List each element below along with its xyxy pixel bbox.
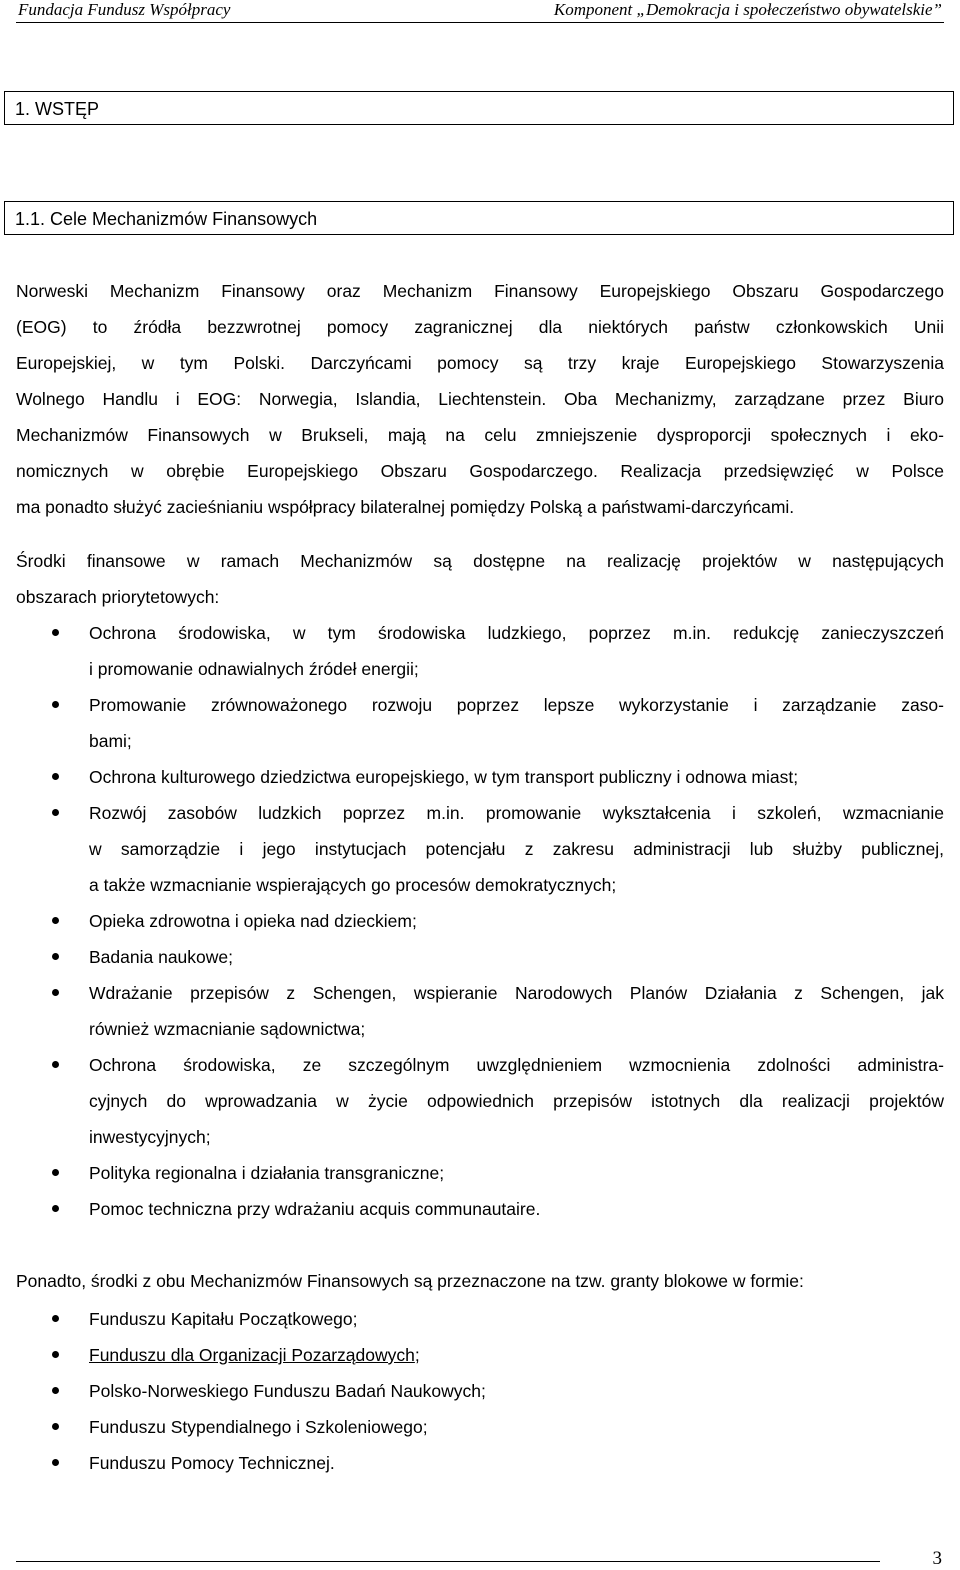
list-item [16, 1301, 944, 1337]
list-item-line: a także wzmacnianie wspierających go procesów demokratycznych; [89, 875, 617, 895]
paragraph-line: ma ponadto służyć zacieśnianiu współpracy bilateralnej pomiędzy Polską a państwami-darczyńcami. [16, 497, 795, 517]
list-item-line: bami; [89, 731, 132, 751]
paragraph-line: Norweski Mechanizm Finansowy oraz Mechanizm Finansowy Europejskiego Obszaru Gospodarczego [16, 281, 944, 301]
block-grants-intro-text: Ponadto, środki z obu Mechanizmów Finansowych są przeznaczone na tzw. granty blokowe w formie: [16, 1271, 804, 1291]
bullet-icon [52, 953, 59, 960]
paragraph-line: Mechanizmów Finansowych w Brukseli, mają na celu zmniejszenie dysproporcji społecznych i eko- [16, 425, 944, 445]
bullet-icon [52, 1351, 59, 1358]
list-item [16, 615, 944, 687]
list-item [16, 1409, 944, 1445]
bullet-icon [52, 989, 59, 996]
paragraph-line: Wolnego Handlu i EOG: Norwegia, Islandia, Liechtenstein. Oba Mechanizmy, zarządzane przez Biuro [16, 389, 944, 409]
paragraph-line: obszarach priorytetowych: [16, 587, 220, 607]
list-item-line: Pomoc techniczna przy wdrażaniu acquis communautaire. [89, 1199, 541, 1219]
list-item-text: Funduszu Pomocy Technicznej. [89, 1453, 335, 1473]
list-item-text: Funduszu Kapitału Początkowego; [89, 1309, 358, 1329]
page-number: 3 [932, 1548, 942, 1569]
list-item-line: cyjnych do wprowadzania w życie odpowiednich przepisów istotnych dla realizacji projektów [89, 1091, 944, 1111]
bullet-icon [52, 701, 59, 708]
fund-link[interactable]: Funduszu dla Organizacji Pozarządowych [89, 1345, 415, 1365]
bullet-icon [52, 1315, 59, 1322]
list-item-line: Polityka regionalna i działania transgraniczne; [89, 1163, 445, 1183]
list-item [16, 795, 944, 903]
page-header [16, 0, 944, 23]
list-item-line: Badania naukowe; [89, 947, 233, 967]
bullet-icon [52, 1387, 59, 1394]
list-item [16, 1191, 944, 1227]
list-item-line: inwestycyjnych; [89, 1127, 211, 1147]
paragraph-line: (EOG) to źródła bezzwrotnej pomocy zagranicznej dla niektórych państw członkowskich Unii [16, 317, 944, 337]
bullet-icon [52, 1459, 59, 1466]
bullet-icon [52, 773, 59, 780]
bullet-icon [52, 809, 59, 816]
list-item-line: i promowanie odnawialnych źródeł energii; [89, 659, 419, 679]
list-item-line: również wzmacnianie sądownictwa; [89, 1019, 366, 1039]
list-item [16, 1445, 944, 1481]
block-grants-intro [16, 1263, 944, 1299]
list-item-text: Polsko-Norweskiego Funduszu Badań Naukowych; [89, 1381, 486, 1401]
list-item-line: Ochrona kulturowego dziedzictwa europejskiego, w tym transport publiczny i odnowa miast; [89, 767, 799, 787]
section-heading: 1. WSTĘP [4, 91, 954, 125]
bullet-icon [52, 1423, 59, 1430]
list-item-line: w samorządzie i jego instytucjach potencjału z zakresu administracji lub służby publicznej, [89, 839, 944, 859]
bullet-icon [52, 629, 59, 636]
list-item-line: Ochrona środowiska, w tym środowiska ludzkiego, poprzez m.in. redukcję zanieczyszczeń [89, 623, 944, 643]
block-grants-list [16, 1301, 944, 1481]
list-item-line: Promowanie zrównoważonego rozwoju poprzez lepsze wykorzystanie i zarządzanie zaso- [89, 695, 944, 715]
priorities-paragraph [16, 543, 944, 615]
intro-paragraph [16, 273, 944, 525]
list-item-line: Opieka zdrowotna i opieka nad dzieckiem; [89, 911, 417, 931]
list-item-text: Funduszu Stypendialnego i Szkoleniowego; [89, 1417, 428, 1437]
list-item [16, 1373, 944, 1409]
list-item [16, 1047, 944, 1155]
header-component: Komponent „Demokracja i społeczeństwo obywatelskie” [553, 0, 942, 19]
header-organization: Fundacja Fundusz Współpracy [18, 0, 231, 19]
list-item-line: Wdrażanie przepisów z Schengen, wspieranie Narodowych Planów Działania z Schengen, jak [89, 983, 944, 1003]
list-item [16, 1337, 944, 1373]
list-item [16, 1155, 944, 1191]
bullet-icon [52, 1205, 59, 1212]
list-item [16, 903, 944, 939]
list-item-line: Rozwój zasobów ludzkich poprzez m.in. promowanie wykształcenia i szkoleń, wzmacnianie [89, 803, 944, 823]
list-item-line: Ochrona środowiska, ze szczególnym uwzględnieniem wzmocnienia zdolności administra- [89, 1055, 944, 1075]
list-item [16, 687, 944, 759]
list-item-suffix: ; [414, 1345, 420, 1365]
paragraph-line: Europejskiej, w tym Polski. Darczyńcami pomocy są trzy kraje Europejskiego Stowarzyszenia [16, 353, 944, 373]
priorities-list [16, 615, 944, 1227]
bullet-icon [52, 1169, 59, 1176]
list-item [16, 975, 944, 1047]
paragraph-line: Środki finansowe w ramach Mechanizmów są dostępne na realizację projektów w następujących [16, 551, 944, 571]
paragraph-line: nomicznych w obrębie Europejskiego Obszaru Gospodarczego. Realizacja przedsięwzięć w Polsce [16, 461, 944, 481]
subsection-heading: 1.1. Cele Mechanizmów Finansowych [4, 201, 954, 235]
bullet-icon [52, 917, 59, 924]
footer-divider [16, 1561, 880, 1562]
list-item [16, 759, 944, 795]
bullet-icon [52, 1061, 59, 1068]
list-item [16, 939, 944, 975]
